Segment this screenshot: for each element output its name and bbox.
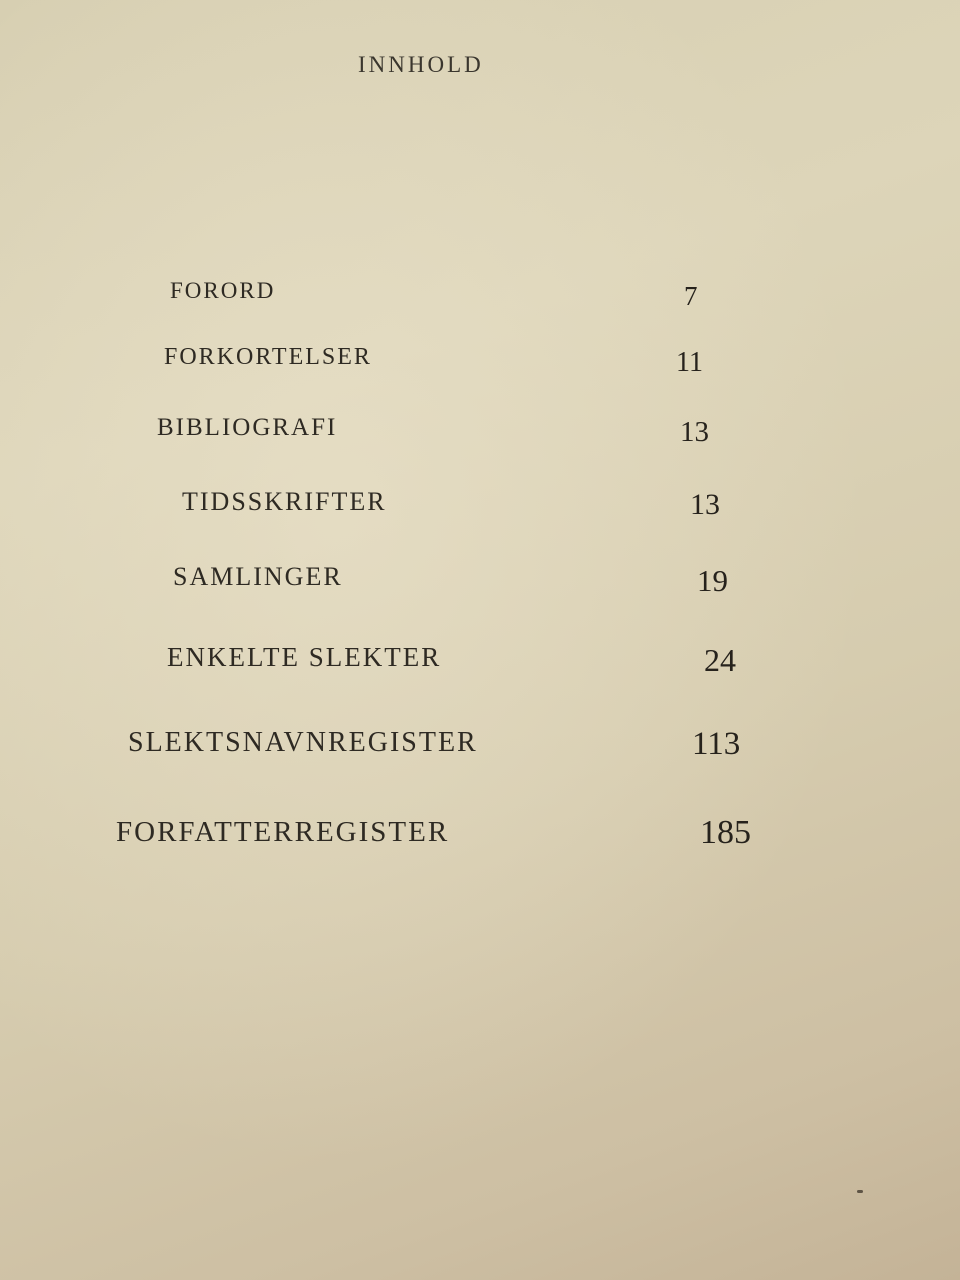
ink-speck — [857, 1190, 863, 1193]
toc-entry-page-number: 11 — [676, 347, 703, 378]
toc-entry-label: SLEKTSNAVNREGISTER — [128, 727, 478, 758]
toc-entry-page-number: 7 — [684, 281, 698, 311]
toc-entry-page-number: 24 — [704, 642, 736, 678]
toc-entry-page-number: 13 — [690, 488, 720, 521]
toc-entry-label: FORFATTERREGISTER — [116, 816, 450, 848]
toc-entry-label: SAMLINGER — [173, 562, 343, 591]
toc-entry-label: FORKORTELSER — [164, 344, 372, 370]
toc-entry-page-number: 185 — [700, 814, 751, 851]
toc-entry-label: ENKELTE SLEKTER — [167, 642, 442, 672]
toc-entry-page-number: 113 — [692, 726, 741, 762]
toc-heading: INNHOLD — [358, 52, 484, 77]
toc-entry-label: BIBLIOGRAFI — [157, 414, 338, 441]
toc-entry-label: TIDSSKRIFTER — [182, 487, 387, 516]
toc-entry-page-number: 19 — [697, 563, 728, 598]
toc-entry-page-number: 13 — [680, 416, 709, 448]
toc-entry-label: FORORD — [170, 278, 276, 303]
